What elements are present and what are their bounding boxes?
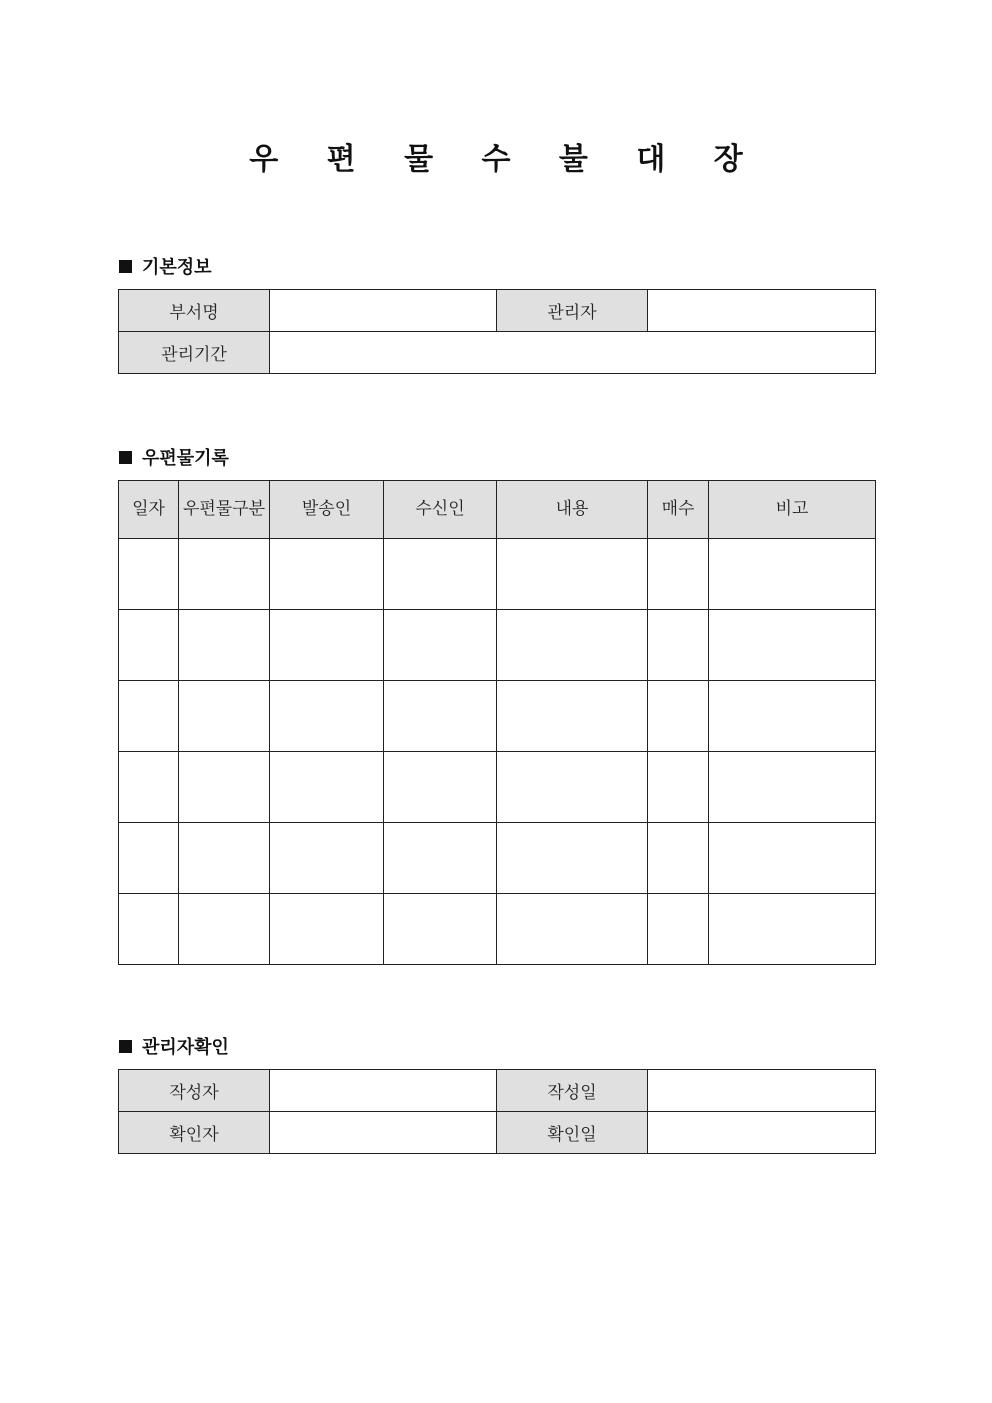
mail-records-table bbox=[118, 480, 876, 965]
confirmer-field[interactable] bbox=[270, 1112, 497, 1154]
table-row bbox=[119, 539, 876, 610]
sender-cell[interactable] bbox=[270, 894, 384, 965]
mail-type-cell[interactable] bbox=[179, 823, 270, 894]
manager-confirm-table bbox=[118, 1069, 876, 1154]
recipient-cell[interactable] bbox=[384, 610, 497, 681]
sender-cell[interactable] bbox=[270, 539, 384, 610]
sender-cell[interactable] bbox=[270, 823, 384, 894]
period-label: 관리기간 bbox=[119, 332, 270, 374]
mail-records-heading-label: 우편물기록 bbox=[142, 448, 229, 469]
basic-info-heading-label: 기본정보 bbox=[142, 257, 212, 278]
col-header-recipient: 수신인 bbox=[384, 481, 497, 539]
col-header-mail-type: 우편물구분 bbox=[179, 481, 270, 539]
remarks-cell[interactable] bbox=[709, 823, 876, 894]
col-header-count: 매수 bbox=[648, 481, 709, 539]
remarks-cell[interactable] bbox=[709, 752, 876, 823]
col-header-remarks: 비고 bbox=[709, 481, 876, 539]
sender-cell[interactable] bbox=[270, 752, 384, 823]
date-cell[interactable] bbox=[119, 610, 179, 681]
content-cell[interactable] bbox=[497, 681, 648, 752]
table-row bbox=[119, 752, 876, 823]
mail-type-cell[interactable] bbox=[179, 610, 270, 681]
remarks-cell[interactable] bbox=[709, 539, 876, 610]
confirm-date-field[interactable] bbox=[648, 1112, 876, 1154]
count-cell[interactable] bbox=[648, 752, 709, 823]
recipient-cell[interactable] bbox=[384, 752, 497, 823]
basic-info-heading bbox=[119, 253, 212, 279]
author-field[interactable] bbox=[270, 1070, 497, 1112]
content-cell[interactable] bbox=[497, 894, 648, 965]
sender-cell[interactable] bbox=[270, 681, 384, 752]
col-header-sender: 발송인 bbox=[270, 481, 384, 539]
table-header-row bbox=[119, 481, 876, 539]
sender-cell[interactable] bbox=[270, 610, 384, 681]
date-cell[interactable] bbox=[119, 539, 179, 610]
written-date-field[interactable] bbox=[648, 1070, 876, 1112]
col-header-content: 내용 bbox=[497, 481, 648, 539]
square-bullet-icon bbox=[119, 451, 132, 464]
count-cell[interactable] bbox=[648, 894, 709, 965]
date-cell[interactable] bbox=[119, 752, 179, 823]
mail-type-cell[interactable] bbox=[179, 752, 270, 823]
recipient-cell[interactable] bbox=[384, 539, 497, 610]
date-cell[interactable] bbox=[119, 894, 179, 965]
table-row bbox=[119, 610, 876, 681]
manager-confirm-heading bbox=[119, 1033, 229, 1059]
col-header-date: 일자 bbox=[119, 481, 179, 539]
written-date-label: 작성일 bbox=[497, 1070, 648, 1112]
period-field[interactable] bbox=[270, 332, 876, 374]
recipient-cell[interactable] bbox=[384, 894, 497, 965]
recipient-cell[interactable] bbox=[384, 681, 497, 752]
table-row bbox=[119, 894, 876, 965]
remarks-cell[interactable] bbox=[709, 681, 876, 752]
count-cell[interactable] bbox=[648, 823, 709, 894]
mail-type-cell[interactable] bbox=[179, 539, 270, 610]
date-cell[interactable] bbox=[119, 681, 179, 752]
table-row bbox=[119, 681, 876, 752]
mail-type-cell[interactable] bbox=[179, 681, 270, 752]
manager-field[interactable] bbox=[648, 290, 876, 332]
dept-field[interactable] bbox=[270, 290, 497, 332]
count-cell[interactable] bbox=[648, 539, 709, 610]
table-row bbox=[119, 823, 876, 894]
author-label: 작성자 bbox=[119, 1070, 270, 1112]
recipient-cell[interactable] bbox=[384, 823, 497, 894]
mail-type-cell[interactable] bbox=[179, 894, 270, 965]
confirmer-label: 확인자 bbox=[119, 1112, 270, 1154]
date-cell[interactable] bbox=[119, 823, 179, 894]
remarks-cell[interactable] bbox=[709, 610, 876, 681]
content-cell[interactable] bbox=[497, 539, 648, 610]
square-bullet-icon bbox=[119, 260, 132, 273]
remarks-cell[interactable] bbox=[709, 894, 876, 965]
confirm-date-label: 확인일 bbox=[497, 1112, 648, 1154]
manager-label: 관리자 bbox=[497, 290, 648, 332]
square-bullet-icon bbox=[119, 1040, 132, 1053]
manager-confirm-heading-label: 관리자확인 bbox=[142, 1037, 229, 1058]
document-title: 우 편 물 수 불 대 장 bbox=[249, 142, 762, 177]
basic-info-table bbox=[118, 289, 876, 374]
content-cell[interactable] bbox=[497, 610, 648, 681]
count-cell[interactable] bbox=[648, 610, 709, 681]
content-cell[interactable] bbox=[497, 823, 648, 894]
count-cell[interactable] bbox=[648, 681, 709, 752]
content-cell[interactable] bbox=[497, 752, 648, 823]
dept-label: 부서명 bbox=[119, 290, 270, 332]
mail-records-heading bbox=[119, 444, 229, 470]
